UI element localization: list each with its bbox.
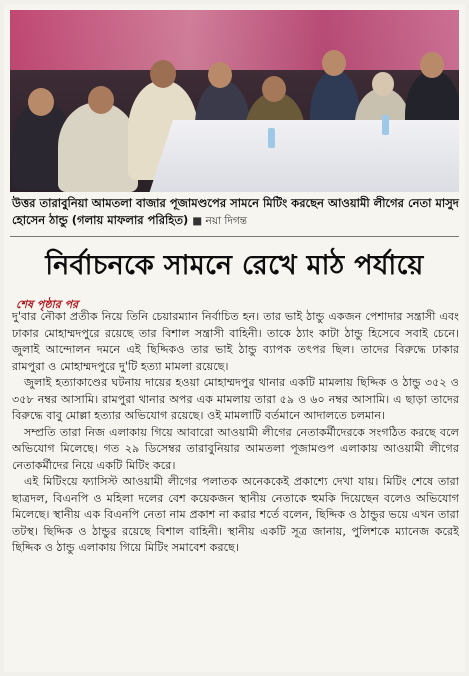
meeting-photo — [10, 10, 459, 192]
newspaper-clipping — [4, 4, 465, 672]
headline: নির্বাচনকে সামনে রেখে মাঠ পর্যায়ে — [45, 250, 424, 281]
paragraph: এই মিটিংয়ে ফ্যাসিস্ট আওয়ামী লীগের পলাতক অনেককেই প্রকাশ্যে দেখা যায়। মিটিং শেষে তারা ছাত্রদল, বিএনপি ও মহিলা দলের বেশ কয়েকজন স্থানীয় নেতাকে হুমকি দিয়েছেন বলেও অভিযোগ মিলেছে। স্থানীয় এক বিএনপি নেতা নাম প্রকাশ না করার শর্তে বলেন, ছিদ্দিক ও ঠান্ডুর ভয়ে এখন তারা তটস্থ। ছিদ্দিক ও ঠান্ডুর রয়েছে বিশাল বাহিনী। স্থানীয় একটি সূত্র জানায়, পুলিশকে ম্যানেজ করেই ছিদ্দিক ও ঠান্ডু এলাকায় গিয়ে মিটিং সমাবেশ করছে। — [12, 475, 459, 554]
paragraph: জুলাই হত্যাকাণ্ডের ঘটনায় দায়ের হওয়া মোহাম্মদপুর থানার একটি মামলায় ছিদ্দিক ও ঠান্ডু ৩৫২ ও ৩৫৮ নম্বর আসামি। রামপুরা থানার অপর এক মামলায় তারা ৫৯ ও ৬০ নম্বর আসামি। এ ছাড়া তাদের বিরুদ্ধে বাবু মোল্লা হত্যার অভিযোগ রয়েছে। ওই মামলাটি বর্তমানে আদালতে চলমান। — [12, 376, 459, 422]
paragraph: সম্প্রতি তারা নিজ এলাকায় গিয়ে আবারো আওয়ামী লীগের নেতাকর্মীদেরকে সংগঠিত করছে বলে অভিযোগ মিলেছে। গত ২৯ ডিসেম্বর তারাবুনিয়ার আমতলা পূজামণ্ডপ এলাকায় আওয়ামী লীগের নেতাকর্মীদের নিয়ে একটি মিটিং করে। — [12, 425, 459, 472]
paragraph: দু'বার নৌকা প্রতীক নিয়ে তিনি চেয়ারম্যান নির্বাচিত হন। তার ভাই ঠান্ডু একজন পেশাদার সন্ত্রাসী এবং ঢাকার মোহাম্মদপুরে রয়েছে তার বিশাল সন্ত্রাসী বাহিনী। তাকে ঠ্যাং কাটা ঠান্ডু হিসেবে সবাই চেনে। জুলাই আন্দোলন দমনে এই ছিদ্দিকও তার ভাই ঠান্ডু ব্যাপক তৎপর ছিল। তাদের বিরুদ্ধে ঢাকার রামপুরা ও মোহাম্মদপুরে দু'টি হত্যা মামলা রয়েছে। — [12, 310, 459, 373]
article-body — [12, 309, 459, 557]
photo-caption — [12, 195, 459, 230]
caption-source: ■ নয়া দিগন্ত — [192, 215, 248, 227]
caption-text: উত্তর তারাবুনিয়া আমতলা বাজার পূজামণ্ডপের সামনে মিটিং করছেন আওয়ামী লীগের নেতা মাসুদ হোসেন ঠান্ডু (গলায় মাফলার পরিহিত) — [12, 196, 459, 227]
table-cloth — [147, 120, 459, 192]
water-bottle — [268, 128, 275, 148]
water-bottle — [382, 115, 389, 135]
divider — [10, 236, 459, 237]
continued-label: শেষ পৃষ্ঠার পর — [16, 298, 79, 311]
